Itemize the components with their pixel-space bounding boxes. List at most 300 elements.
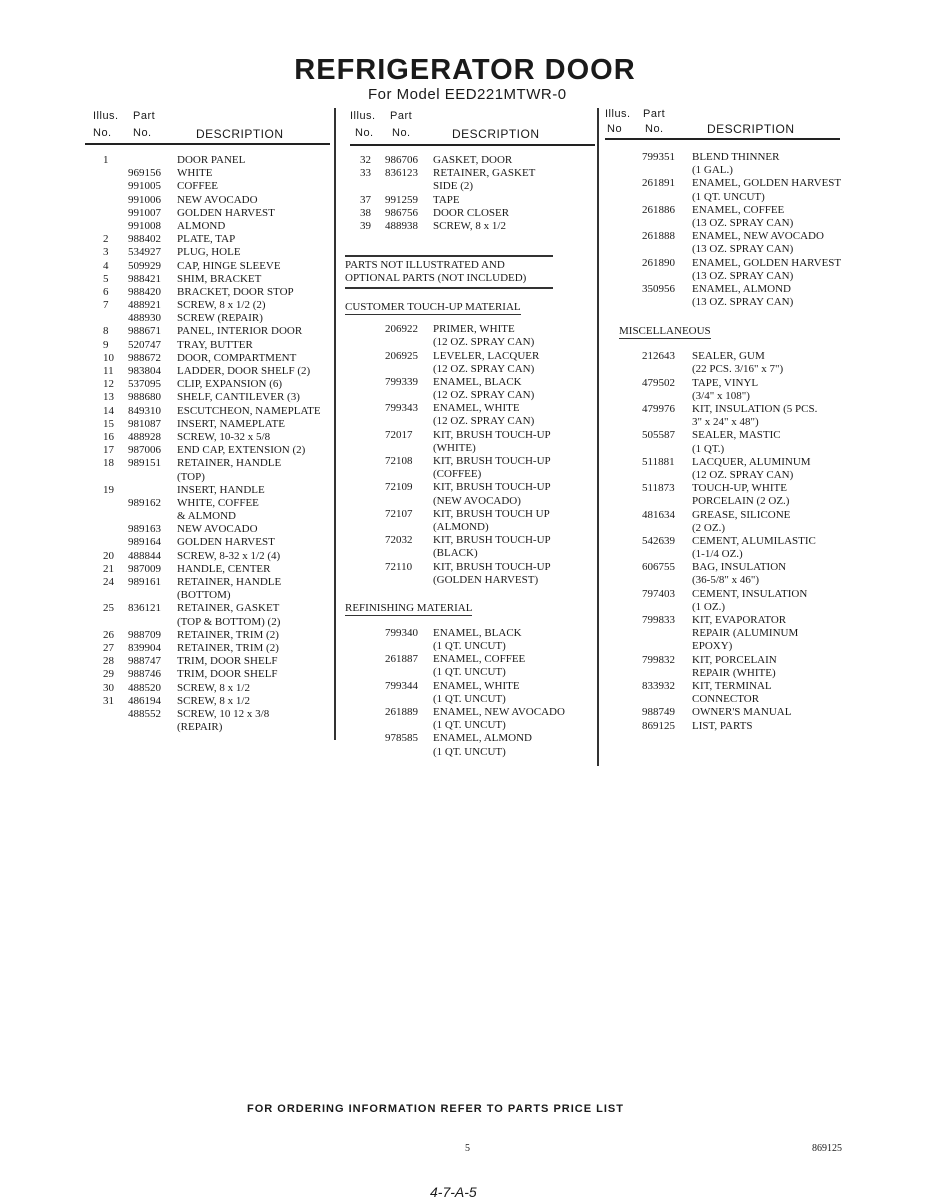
parts-row (605, 627, 845, 640)
part-description: NEW AVOCADO (177, 523, 258, 536)
parts-row (605, 456, 845, 469)
parts-list (345, 323, 595, 587)
parts-row (85, 154, 333, 167)
part-description: RETAINER, TRIM (2) (177, 641, 279, 654)
part-description: PORCELAIN (2 OZ.) (692, 495, 790, 508)
part-number: 488928 (128, 430, 161, 443)
parts-row (85, 484, 333, 497)
part-description: BAG, INSULATION (692, 561, 787, 574)
parts-row (605, 667, 845, 680)
part-description: ESCUTCHEON, NAMEPLATE (177, 404, 321, 417)
part-number: 869125 (642, 719, 675, 732)
illus-number: 39 (360, 219, 371, 232)
illus-number: 1 (103, 154, 109, 166)
illus-number: 12 (103, 378, 114, 391)
part-description: KIT, EVAPORATOR (692, 614, 787, 626)
parts-row (345, 336, 595, 349)
part-description: RETAINER, GASKET (177, 602, 280, 615)
part-description: ENAMEL, WHITE (433, 679, 520, 692)
part-number: 261887 (385, 653, 418, 666)
part-description: (13 OZ. SPRAY CAN) (692, 243, 794, 256)
part-number: 836121 (128, 602, 161, 615)
part-description: (1 QT. UNCUT) (692, 190, 765, 203)
header-illus: Illus. (93, 110, 119, 122)
part-description: (12 OZ. SPRAY CAN) (433, 415, 535, 428)
parts-row (85, 563, 333, 576)
part-number: 799351 (642, 151, 675, 163)
part-number: 849310 (128, 404, 161, 417)
parts-row (345, 481, 595, 494)
parts-list (345, 154, 595, 233)
header-rule (350, 144, 595, 146)
parts-row (605, 614, 845, 627)
part-description: (1 QT. UNCUT) (433, 692, 506, 705)
header-no: No (607, 123, 623, 135)
illus-number: 9 (103, 338, 109, 351)
parts-row (345, 547, 595, 560)
parts-row (345, 653, 595, 666)
header-no: No. (93, 127, 112, 139)
parts-row (85, 365, 333, 378)
part-description: KIT, TERMINAL (692, 679, 772, 692)
part-description: KIT, BRUSH TOUCH-UP (433, 481, 551, 494)
part-description: KIT, BRUSH TOUCH UP (433, 507, 550, 520)
part-number: 988672 (128, 351, 161, 364)
parts-row (345, 455, 595, 468)
part-description: (2 OZ.) (692, 521, 725, 534)
header-illus: Illus. (605, 108, 631, 120)
section-refinishing-heading (345, 602, 595, 615)
illus-number: 15 (103, 417, 114, 430)
parts-row (345, 415, 595, 428)
illus-number: 25 (103, 602, 114, 615)
header-no: No. (392, 127, 411, 139)
part-number: 212643 (642, 350, 675, 363)
part-description: (36-5/8" x 46") (692, 574, 760, 587)
parts-row (85, 167, 333, 180)
part-description: (1 QT. UNCUT) (433, 640, 506, 653)
part-number: 988746 (128, 668, 161, 681)
part-description: ENAMEL, NEW AVOCADO (692, 230, 824, 243)
part-description: (12 OZ. SPRAY CAN) (433, 389, 535, 402)
part-number: 799833 (642, 614, 675, 626)
part-description: SCREW, 8-32 x 1/2 (4) (177, 549, 281, 562)
parts-row (605, 680, 845, 693)
part-description: END CAP, EXTENSION (2) (177, 444, 306, 457)
part-description: LIST, PARTS (692, 719, 753, 732)
parts-row (85, 708, 333, 721)
header-no: No. (645, 123, 664, 135)
part-number: 520747 (128, 338, 161, 351)
parts-row (85, 602, 333, 615)
parts-row (345, 180, 595, 193)
part-description: CEMENT, INSULATION (692, 587, 808, 600)
part-description: DOOR PANEL (177, 154, 246, 166)
part-number: 988402 (128, 233, 161, 246)
part-number: 511881 (642, 455, 675, 468)
illus-number: 31 (103, 694, 114, 707)
parts-row (605, 693, 845, 706)
parts-row (605, 482, 845, 495)
part-number: 481634 (642, 508, 675, 521)
part-number: 983804 (128, 365, 161, 377)
part-description: HANDLE, CENTER (177, 562, 271, 575)
illus-number: 33 (360, 167, 371, 180)
part-number: 479502 (642, 376, 675, 389)
part-description: SIDE (2) (433, 180, 474, 193)
part-number: 836123 (385, 167, 418, 180)
part-description: (13 OZ. SPRAY CAN) (692, 269, 794, 282)
section-touchup-heading (345, 301, 595, 314)
part-description: & ALMOND (177, 510, 236, 523)
part-description: TAPE, VINYL (692, 376, 759, 389)
parts-column-2 (345, 154, 595, 759)
parts-row (605, 283, 845, 296)
parts-row (345, 693, 595, 706)
part-description: (12 OZ. SPRAY CAN) (433, 362, 535, 375)
parts-row (85, 260, 333, 273)
illus-number: 19 (103, 483, 114, 496)
part-number: 988709 (128, 628, 161, 641)
parts-row (605, 720, 845, 733)
parts-row (345, 574, 595, 587)
header-description: DESCRIPTION (707, 122, 795, 136)
parts-row (605, 561, 845, 574)
parts-row (85, 510, 333, 523)
parts-row (345, 666, 595, 679)
parts-row (605, 588, 845, 601)
part-number: 537095 (128, 378, 161, 391)
parts-row (85, 444, 333, 457)
part-description: INSERT, HANDLE (177, 483, 265, 496)
part-number: 989162 (128, 496, 161, 509)
part-description: INSERT, NAMEPLATE (177, 417, 285, 430)
part-description: ENAMEL, WHITE (433, 402, 520, 415)
parts-row (605, 151, 845, 164)
part-description: RETAINER, HANDLE (177, 576, 282, 588)
part-number: 261886 (642, 203, 675, 216)
part-description: (22 PCS. 3/16" x 7") (692, 363, 784, 376)
parts-row (345, 495, 595, 508)
part-number: 986756 (385, 206, 418, 219)
parts-row (85, 352, 333, 365)
illus-number: 20 (103, 549, 114, 562)
parts-row (345, 706, 595, 719)
header-part: Part (133, 110, 156, 122)
part-description: (13 OZ. SPRAY CAN) (692, 296, 794, 309)
part-number: 534927 (128, 246, 161, 259)
part-description: SCREW, 8 x 1/2 (177, 681, 250, 694)
parts-row (605, 191, 845, 204)
part-number: 511873 (642, 482, 675, 495)
part-number: 988421 (128, 272, 161, 285)
part-description: GOLDEN HARVEST (177, 536, 275, 549)
parts-row (85, 273, 333, 286)
illus-number: 18 (103, 457, 114, 470)
parts-row (605, 350, 845, 363)
part-description: DOOR CLOSER (433, 206, 510, 219)
part-description: ENAMEL, BLACK (433, 626, 522, 639)
parts-row (85, 721, 333, 734)
part-number: 991006 (128, 193, 161, 206)
parts-row (85, 233, 333, 246)
part-description: (12 OZ. SPRAY CAN) (692, 468, 794, 481)
illus-number: 5 (103, 272, 109, 285)
part-number: 799344 (385, 679, 418, 692)
part-description: SCREW, 8 x 1/2 (177, 694, 250, 707)
parts-row (85, 695, 333, 708)
part-description: RETAINER, TRIM (2) (177, 628, 279, 641)
parts-list (605, 151, 845, 309)
part-description: WHITE, COFFEE (177, 496, 259, 509)
illus-number: 13 (103, 391, 114, 404)
parts-row (345, 389, 595, 402)
parts-row (605, 217, 845, 230)
parts-row (605, 296, 845, 309)
part-description: KIT, INSULATION (5 PCS. (692, 403, 818, 415)
parts-row (85, 246, 333, 259)
parts-row (85, 457, 333, 470)
parts-row (85, 325, 333, 338)
part-number: 986706 (385, 154, 418, 166)
parts-row (605, 509, 845, 522)
part-number: 261890 (642, 256, 675, 269)
illus-number: 27 (103, 641, 114, 654)
parts-row (85, 497, 333, 510)
part-description: (BOTTOM) (177, 589, 231, 602)
parts-row (605, 177, 845, 190)
part-description: (WHITE) (433, 441, 476, 454)
parts-column-3 (605, 151, 845, 733)
header-description: DESCRIPTION (452, 127, 540, 141)
part-description: ENAMEL, NEW AVOCADO (433, 706, 565, 718)
header-part: Part (390, 110, 413, 122)
part-number: 988749 (642, 706, 675, 719)
part-number: 261889 (385, 706, 418, 718)
part-description: ENAMEL, ALMOND (433, 732, 532, 745)
part-description: KIT, BRUSH TOUCH-UP (433, 455, 551, 467)
parts-row (85, 471, 333, 484)
parts-list (605, 350, 845, 732)
part-description: (13 OZ. SPRAY CAN) (692, 216, 794, 229)
ordering-footer: FOR ORDERING INFORMATION REFER TO PARTS PRICE LIST (247, 1103, 624, 1115)
part-description: PRIMER, WHITE (433, 323, 515, 336)
part-number: 72110 (385, 560, 413, 573)
illus-number: 3 (103, 246, 109, 259)
part-description: SHELF, CANTILEVER (3) (177, 391, 300, 404)
parts-row (345, 194, 595, 207)
parts-row (345, 376, 595, 389)
parts-row (605, 377, 845, 390)
parts-row (605, 601, 845, 614)
parts-row (605, 548, 845, 561)
part-description: 3" x 24" x 48") (692, 416, 759, 429)
part-number: 488921 (128, 299, 161, 312)
part-number: 988420 (128, 285, 161, 298)
part-description: TRAY, BUTTER (177, 338, 253, 351)
illus-number: 16 (103, 430, 114, 443)
parts-row (345, 323, 595, 336)
parts-row (345, 508, 595, 521)
document-number: 869125 (812, 1143, 842, 1154)
part-number: 509929 (128, 259, 161, 272)
part-description: TAPE (433, 193, 460, 206)
page-number: 5 (465, 1143, 470, 1154)
header-rule (605, 138, 840, 140)
part-number: 991259 (385, 193, 418, 206)
part-description: KIT, BRUSH TOUCH-UP (433, 534, 551, 547)
part-description: (TOP) (177, 470, 205, 483)
part-description: ENAMEL, GOLDEN HARVEST (692, 177, 842, 190)
parts-row (85, 550, 333, 563)
illus-number: 29 (103, 668, 114, 681)
header-no: No. (355, 127, 374, 139)
parts-row (85, 207, 333, 220)
illus-number: 30 (103, 681, 114, 694)
parts-row (605, 416, 845, 429)
illus-number: 11 (103, 365, 114, 377)
part-description: REPAIR (WHITE) (692, 666, 776, 679)
part-number: 987009 (128, 562, 161, 575)
illus-number: 38 (360, 206, 371, 219)
part-description: (TOP & BOTTOM) (2) (177, 615, 281, 628)
part-description: SCREW, 10-32 x 5/8 (177, 430, 271, 443)
part-number: 261888 (642, 230, 675, 243)
illus-number: 21 (103, 562, 114, 575)
parts-row (345, 167, 595, 180)
part-number: 606755 (642, 561, 675, 574)
part-description: (1 GAL.) (692, 164, 733, 177)
parts-row (605, 535, 845, 548)
part-description: (COFFEE) (433, 468, 482, 481)
parts-row (345, 746, 595, 759)
part-number: 991008 (128, 219, 161, 232)
parts-row (605, 706, 845, 719)
part-description: DOOR, COMPARTMENT (177, 351, 297, 364)
parts-row (605, 204, 845, 217)
illus-number: 17 (103, 444, 114, 457)
parts-row (605, 429, 845, 442)
parts-row (345, 534, 595, 547)
part-description: NEW AVOCADO (177, 193, 258, 206)
column-divider (597, 108, 599, 766)
header-description: DESCRIPTION (196, 127, 284, 141)
part-description: ENAMEL, GOLDEN HARVEST (692, 256, 842, 269)
parts-row (85, 299, 333, 312)
parts-row (345, 207, 595, 220)
parts-row (345, 640, 595, 653)
part-description: PLATE, TAP (177, 233, 236, 246)
part-description: BLEND THINNER (692, 151, 780, 163)
parts-row (605, 443, 845, 456)
part-description: (NEW AVOCADO) (433, 494, 521, 507)
parts-row (85, 286, 333, 299)
part-description: PLUG, HOLE (177, 246, 241, 259)
parts-row (345, 680, 595, 693)
parts-row (345, 719, 595, 732)
part-description: LADDER, DOOR SHELF (2) (177, 365, 311, 377)
part-number: 488844 (128, 549, 161, 562)
part-number: 72109 (385, 481, 413, 494)
part-number: 72032 (385, 534, 413, 547)
part-description: (1 QT. UNCUT) (433, 745, 506, 758)
part-number: 797403 (642, 587, 675, 600)
part-number: 989164 (128, 536, 161, 549)
part-description: LACQUER, ALUMINUM (692, 455, 811, 468)
part-number: 987006 (128, 444, 161, 457)
parts-row (85, 536, 333, 549)
illus-number: 6 (103, 285, 109, 298)
illus-number: 2 (103, 233, 109, 246)
parts-row (85, 431, 333, 444)
part-number: 72017 (385, 428, 413, 441)
parts-row (605, 257, 845, 270)
part-number: 988671 (128, 325, 161, 338)
illus-number: 26 (103, 628, 114, 641)
handwritten-note: 4-7-A-5 (430, 1184, 477, 1200)
part-description: COFFEE (177, 180, 218, 193)
part-description: (GOLDEN HARVEST) (433, 573, 539, 586)
parts-row (605, 469, 845, 482)
part-description: KIT, BRUSH TOUCH-UP (433, 560, 551, 573)
part-description: KIT, BRUSH TOUCH-UP (433, 428, 551, 441)
parts-row (85, 339, 333, 352)
illus-number: 32 (360, 154, 371, 166)
part-number: 833932 (642, 679, 675, 692)
part-number: 261891 (642, 177, 675, 190)
part-description: SCREW (REPAIR) (177, 312, 263, 325)
part-description: (3/4" x 108") (692, 389, 750, 402)
illus-number: 7 (103, 299, 109, 312)
part-description: REPAIR (ALUMINUM (692, 627, 799, 640)
part-description: (1 OZ.) (692, 600, 725, 613)
part-description: GOLDEN HARVEST (177, 206, 275, 219)
part-description: LEVELER, LACQUER (433, 349, 540, 362)
part-number: 206922 (385, 323, 418, 336)
parts-row (345, 350, 595, 363)
parts-row (345, 429, 595, 442)
parts-row (85, 220, 333, 233)
part-number: 505587 (642, 429, 675, 442)
parts-list (85, 154, 333, 734)
parts-row (85, 194, 333, 207)
parts-row (605, 654, 845, 667)
part-description: SHIM, BRACKET (177, 272, 262, 285)
header-part: Part (643, 108, 666, 120)
parts-list (345, 627, 595, 759)
part-description: PANEL, INTERIOR DOOR (177, 325, 303, 338)
part-number: 72107 (385, 507, 413, 520)
section-heading-line: PARTS NOT ILLUSTRATED AND (345, 259, 505, 272)
part-description: TRIM, DOOR SHELF (177, 655, 278, 668)
parts-row (605, 495, 845, 508)
header-no: No. (133, 127, 152, 139)
part-description: (BLACK) (433, 547, 478, 560)
part-description: SCREW, 8 x 1/2 (2) (177, 299, 266, 312)
parts-row (85, 655, 333, 668)
part-number: 206925 (385, 349, 418, 362)
part-number: 488930 (128, 312, 161, 325)
part-description: GASKET, DOOR (433, 154, 513, 166)
part-description: ENAMEL, BLACK (433, 375, 522, 388)
part-description: SEALER, MASTIC (692, 429, 781, 442)
illus-number: 4 (103, 259, 109, 272)
parts-row (605, 522, 845, 535)
part-description: RETAINER, HANDLE (177, 457, 282, 470)
parts-row (605, 363, 845, 376)
parts-column-1 (85, 154, 333, 734)
part-number: 989163 (128, 523, 161, 536)
